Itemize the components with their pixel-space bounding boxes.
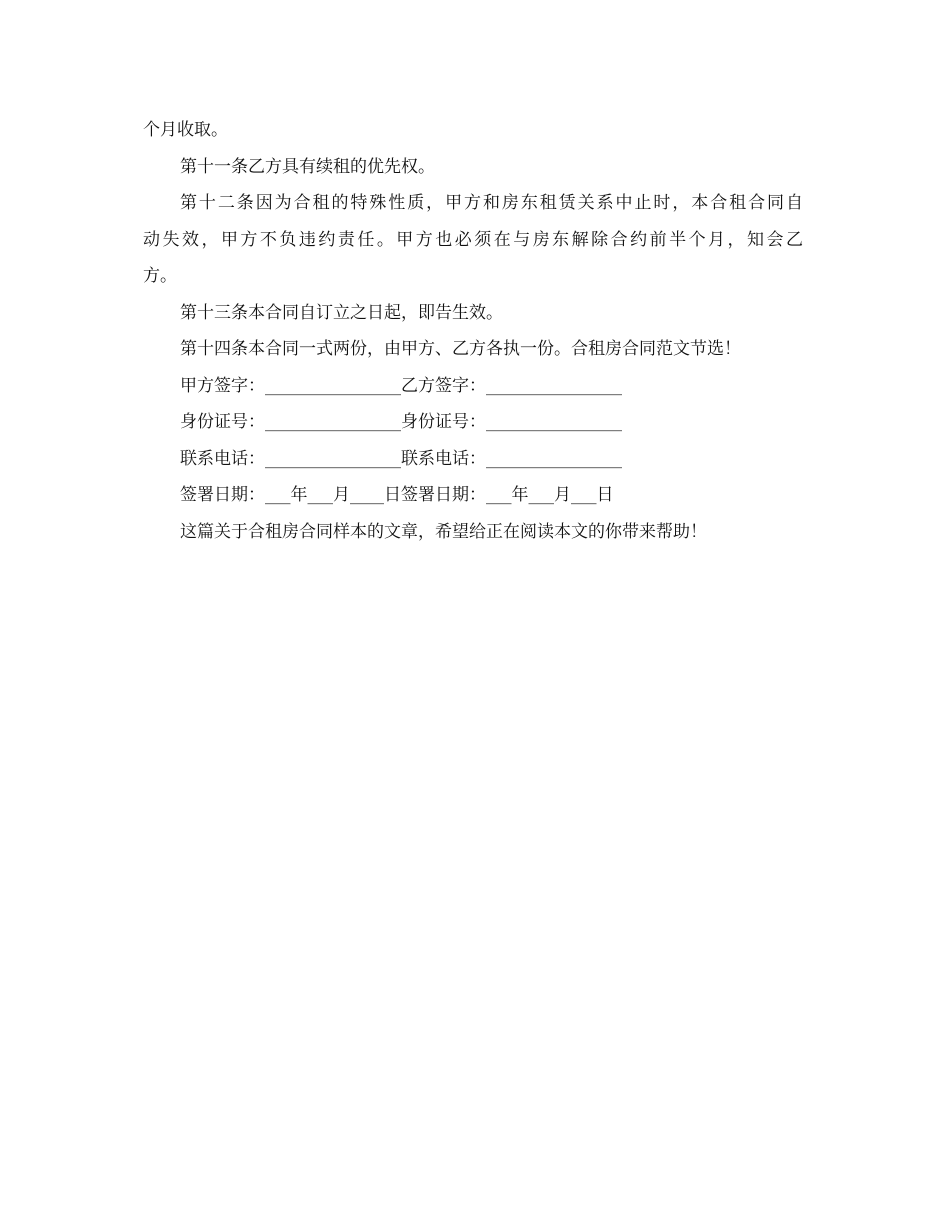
clause-14: 第十四条本合同一式两份，由甲方、乙方各执一份。合租房合同范文节选！ [180,339,741,359]
clause-11: 第十一条乙方具有续租的优先权。 [180,156,435,177]
clause-12-line-1: 第十二条因为合租的特殊性质，甲方和房东租赁关系中止时，本合租合同自 [180,193,803,213]
id-number-line: 身份证号：________________身份证号：________________ [180,412,622,432]
clause-12-line-3: 方。 [143,266,177,286]
text-line-continuation: 个月收取。 [143,120,228,140]
sign-date-line: 签署日期：___年___月____日签署日期：___年___月___日 [180,485,614,505]
clause-13: 第十三条本合同自订立之日起，即告生效。 [180,302,503,323]
clause-12-line-2: 动失效，甲方不负违约责任。甲方也必须在与房东解除合约前半个月，知会乙 [143,229,803,250]
closing-remark: 这篇关于合租房合同样本的文章，希望给正在阅读本文的你带来帮助！ [180,521,707,542]
phone-line: 联系电话：________________联系电话：________________ [180,448,622,469]
signature-line: 甲方签字：________________乙方签字：________________ [180,375,622,396]
document-body [143,112,803,550]
